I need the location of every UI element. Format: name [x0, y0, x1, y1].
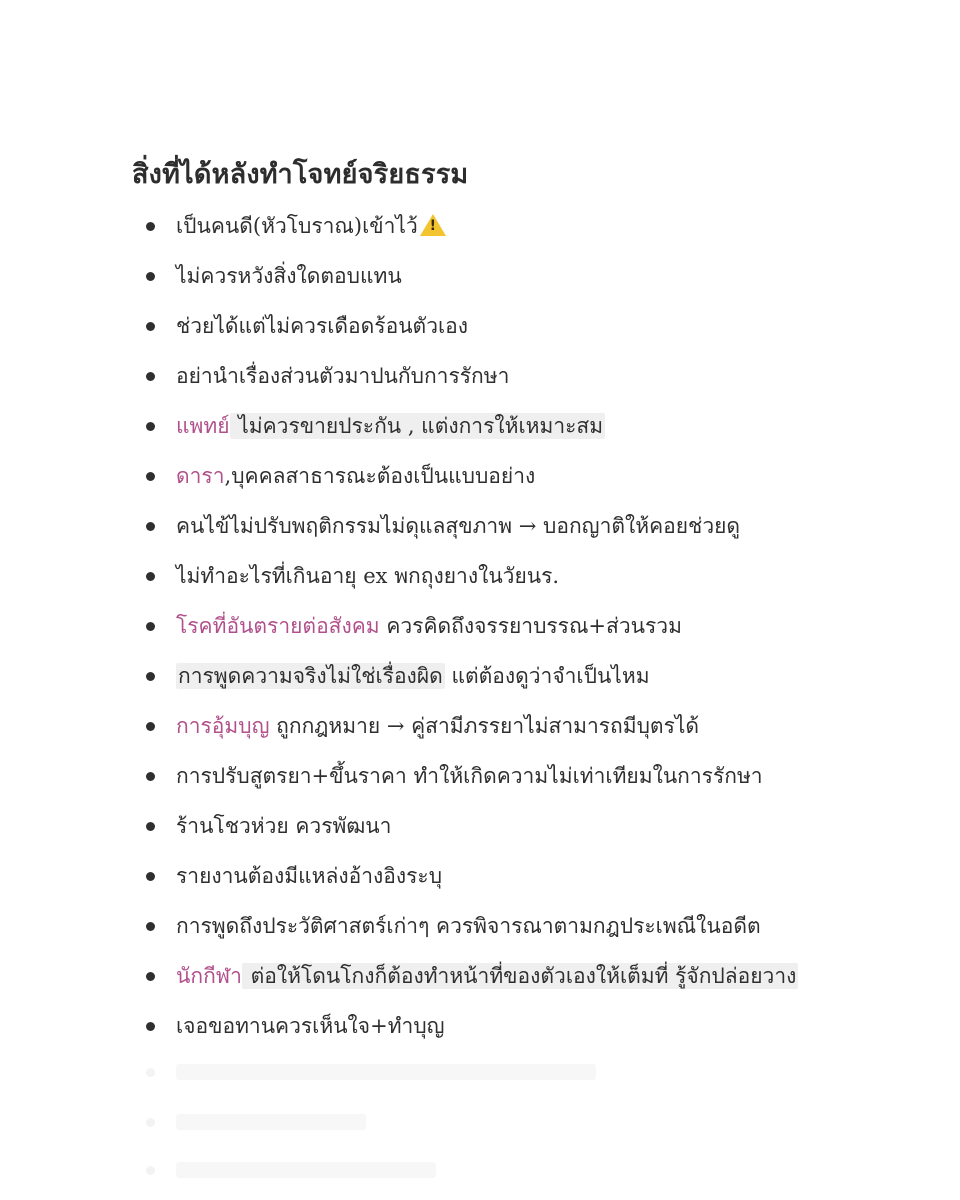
item-accent-text: นักกีฬา — [176, 964, 242, 988]
bullet-icon — [146, 322, 155, 331]
list-item-17 — [0, 1001, 960, 1051]
bullet-icon — [146, 1166, 155, 1175]
list-item-5 — [0, 401, 960, 451]
item-text: การปรับสูตรยา+ขึ้นราคา ทำให้เกิดความไม่เท่าเทียมในการรักษา — [176, 764, 763, 788]
list-item-8 — [0, 551, 960, 601]
bullet-icon — [146, 1068, 155, 1077]
item-text: เป็นคนดี(หัวโบราณ)เข้าไว้ — [176, 214, 418, 238]
bullet-icon — [146, 572, 155, 581]
bullet-icon — [146, 522, 155, 531]
faded-list-line — [0, 1052, 960, 1092]
faded-list-line — [0, 1102, 960, 1142]
bullet-icon — [146, 472, 155, 481]
bullet-icon — [146, 922, 155, 931]
list-item-12 — [0, 751, 960, 801]
item-text: ไม่ทำอะไรที่เกินอายุ ex พกถุงยางในวัยนร. — [176, 564, 560, 588]
bullet-icon — [146, 672, 155, 681]
bullet-icon — [146, 1022, 155, 1031]
bullet-icon — [146, 822, 155, 831]
item-text: ร้านโชวห่วย ควรพัฒนา — [176, 814, 392, 838]
list-item-3 — [0, 301, 960, 351]
bullet-icon — [146, 222, 155, 231]
list-item-1 — [0, 201, 960, 251]
faded-text-line — [176, 1162, 436, 1178]
page-title: สิ่งที่ได้หลังทำโจทย์จริยธรรม — [132, 159, 469, 190]
list-item-10 — [0, 651, 960, 701]
bullet-icon — [146, 372, 155, 381]
notes-list — [0, 201, 960, 1051]
bullet-icon — [146, 622, 155, 631]
item-highlight-text: การพูดความจริงไม่ใช่เรื่องผิด — [178, 664, 443, 688]
faded-text-line — [176, 1064, 596, 1080]
item-text: ไม่ควรหวังสิ่งใดตอบแทน — [176, 264, 402, 288]
item-text: การพูดถึงประวัติศาสตร์เก่าๆ ควรพิจารณาตามกฎประเพณีในอดีต — [176, 914, 761, 938]
item-text: อย่านำเรื่องส่วนตัวมาปนกับการรักษา — [176, 364, 510, 388]
faded-list-line — [0, 1150, 960, 1190]
list-item-2 — [0, 251, 960, 301]
item-accent-text: โรคที่อันตรายต่อสังคม — [176, 614, 380, 638]
item-text: แต่ต้องดูว่าจำเป็นไหม — [444, 664, 650, 688]
item-text: ถูกกฎหมาย → คู่สามีภรรยาไม่สามารถมีบุตรได้ — [269, 714, 700, 738]
list-item-6 — [0, 451, 960, 501]
bullet-icon — [146, 272, 155, 281]
bullet-icon — [146, 972, 155, 981]
bullet-icon — [146, 872, 155, 881]
list-item-16 — [0, 951, 960, 1001]
bullet-icon — [146, 422, 155, 431]
item-text: ไม่ควรขายประกัน , แต่งการให้เหมาะสม — [231, 414, 604, 438]
warning-icon — [420, 214, 446, 236]
item-text: ช่วยได้แต่ไม่ควรเดือดร้อนตัวเอง — [176, 314, 469, 338]
list-item-15 — [0, 901, 960, 951]
bullet-icon — [146, 1118, 155, 1127]
item-text: ต่อให้โดนโกงก็ต้องทำหน้าที่ของตัวเองให้เต็มที่ รู้จักปล่อยวาง — [243, 964, 797, 988]
list-item-4 — [0, 351, 960, 401]
list-item-14 — [0, 851, 960, 901]
item-text: ,บุคคลสาธารณะต้องเป็นแบบอย่าง — [224, 464, 536, 488]
item-accent-text: ดารา — [176, 464, 225, 488]
list-item-9 — [0, 601, 960, 651]
item-text: ควรคิดถึงจรรยาบรรณ+ส่วนรวม — [379, 614, 682, 638]
item-accent-text: การอุ้มบุญ — [176, 714, 270, 738]
bullet-icon — [146, 722, 155, 731]
list-item-11 — [0, 701, 960, 751]
list-item-13 — [0, 801, 960, 851]
item-text: เจอขอทานควรเห็นใจ+ทำบุญ — [176, 1014, 445, 1038]
faded-text-line — [176, 1114, 366, 1130]
item-text: รายงานต้องมีแหล่งอ้างอิงระบุ — [176, 864, 443, 888]
bullet-icon — [146, 772, 155, 781]
item-text: คนไข้ไม่ปรับพฤติกรรมไม่ดุแลสุขภาพ → บอกญาติให้คอยช่วยดู — [176, 514, 741, 538]
list-item-7 — [0, 501, 960, 551]
item-accent-text: แพทย์ — [176, 414, 230, 438]
